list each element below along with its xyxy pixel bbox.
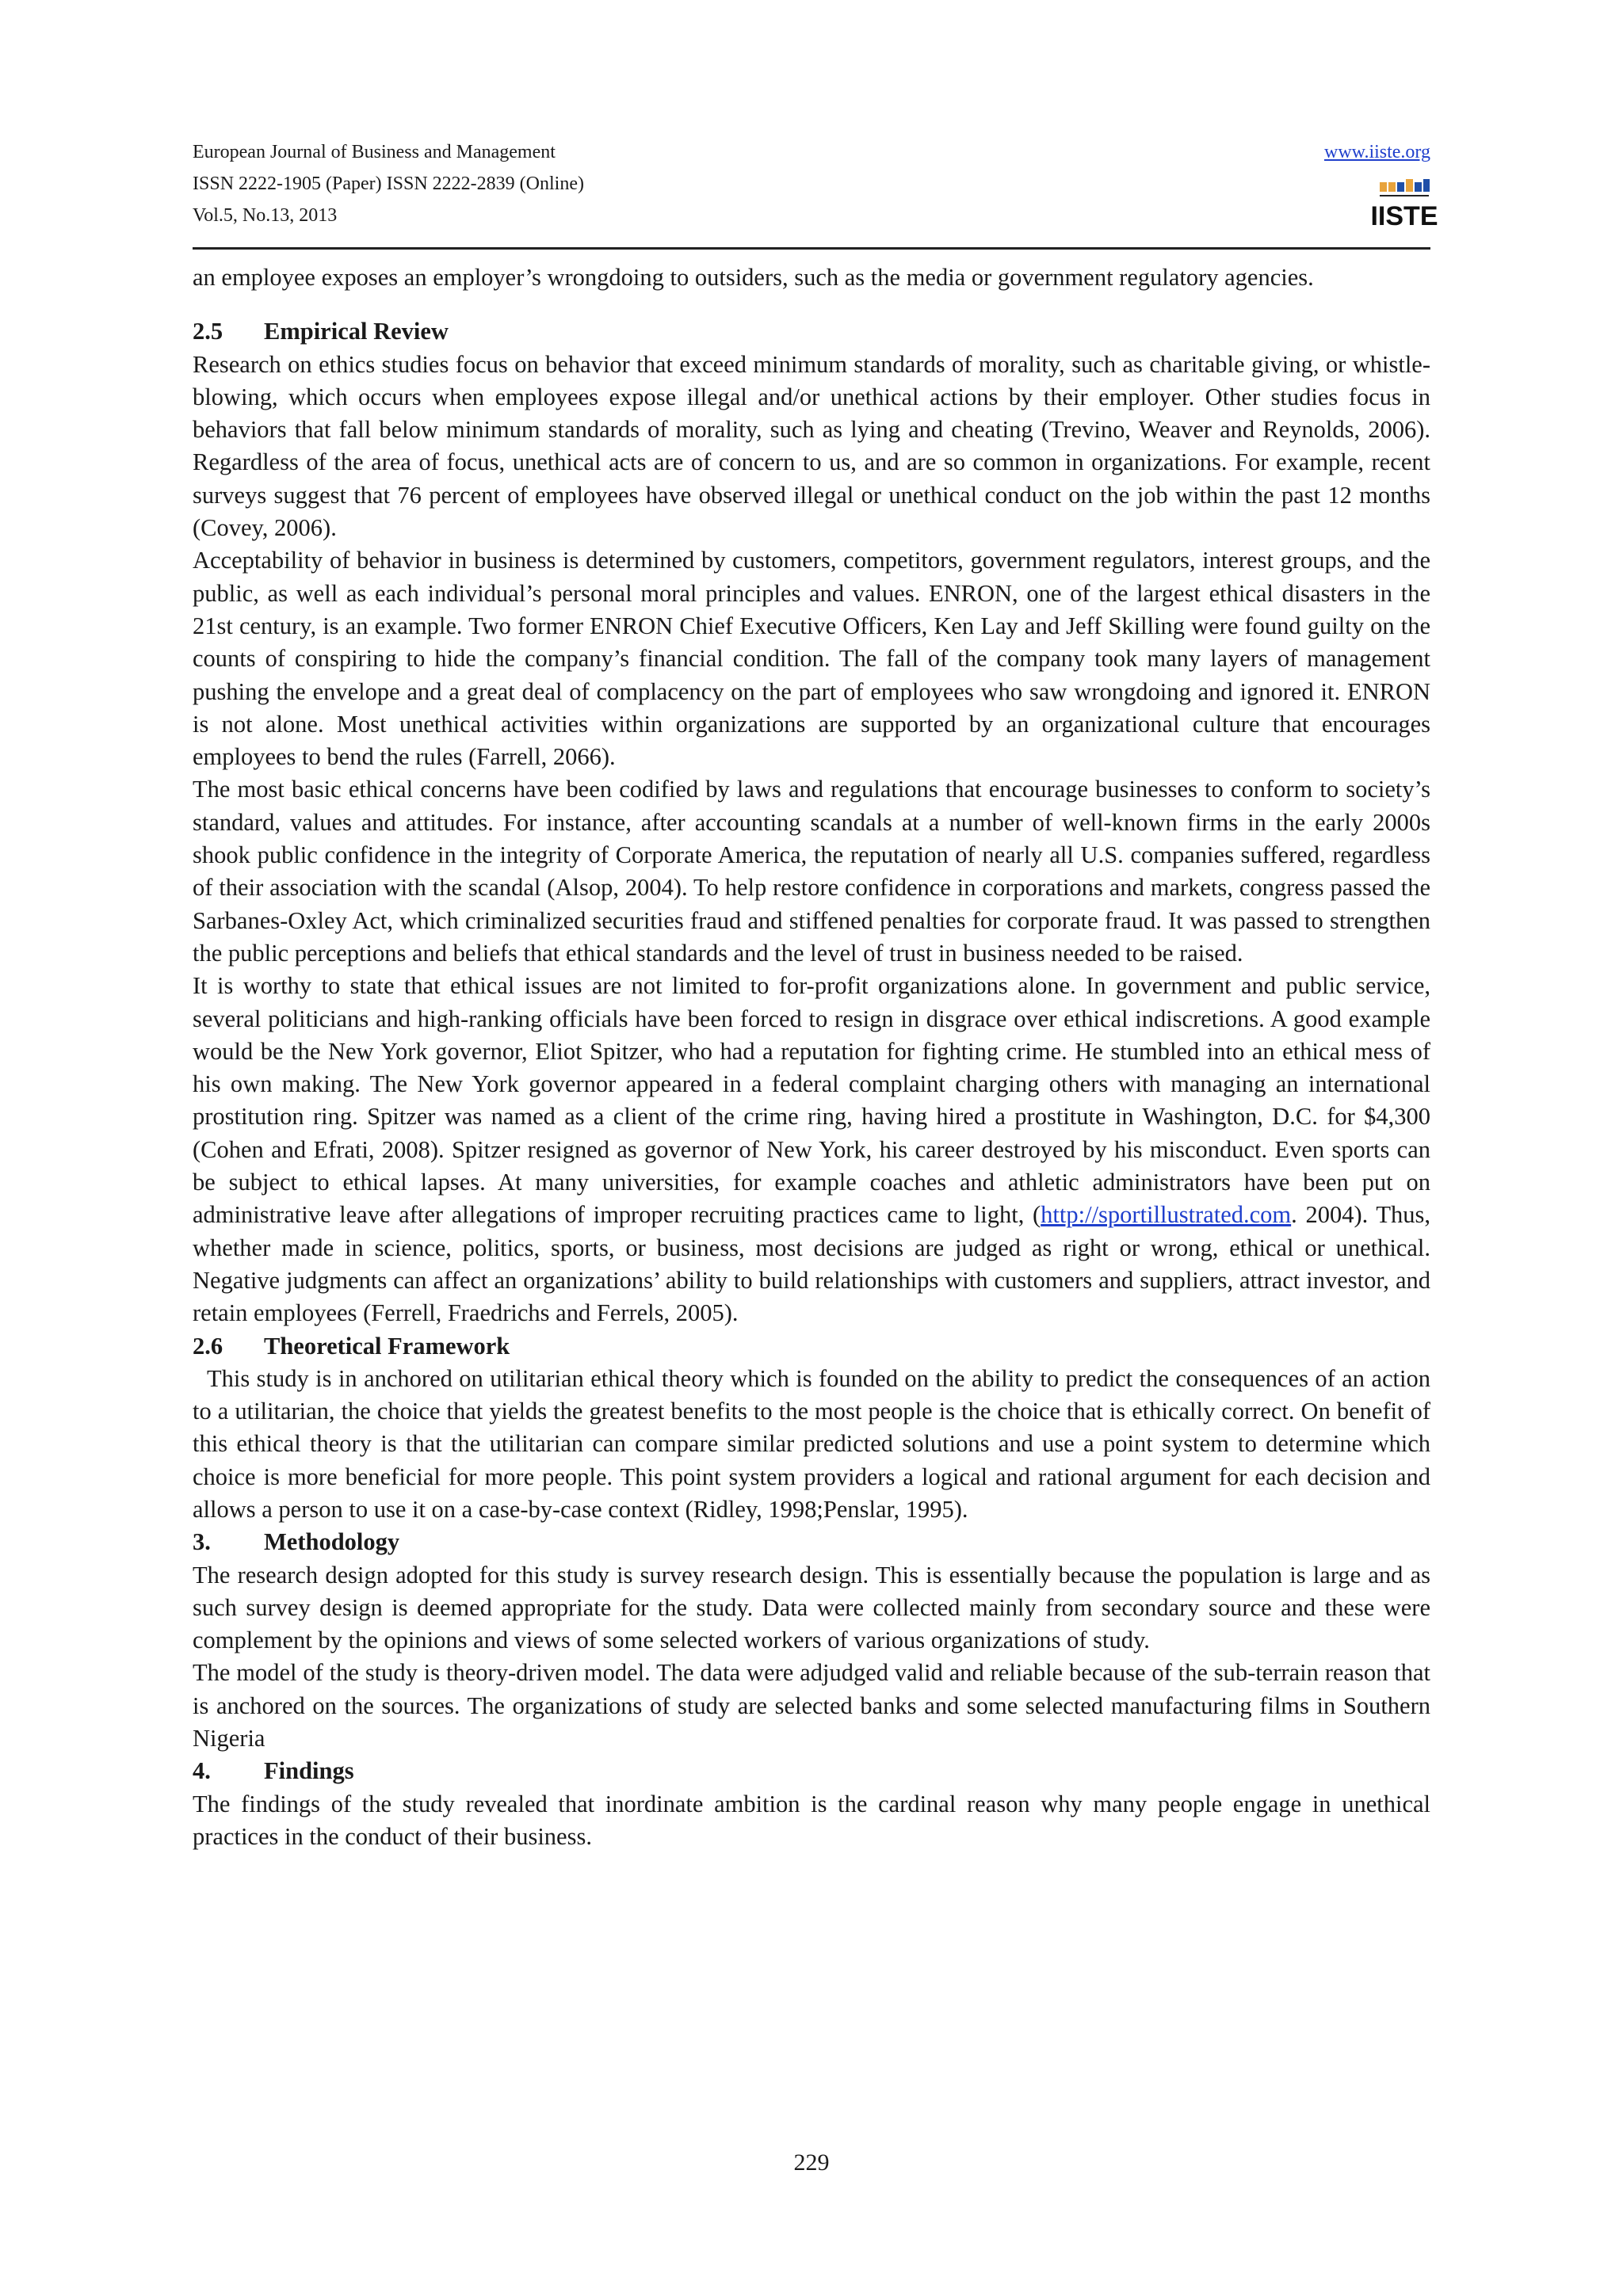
logo-text: IISTE xyxy=(1370,201,1438,231)
intro-paragraph: an employee exposes an employer’s wrongdoing to outsiders, such as the media or government regulatory agencies. xyxy=(193,264,1314,291)
paragraph: The most basic ethical concerns have been codified by laws and regulations that encourage businesses to conform to society’s standard, values and attitudes. For instance, after accounting scandals at a number of well-known firms in the early 2000s shook public confidence in the integrity of Corporate America, the reputation of nearly all U.S. companies suffered, regardless of their association with the scandal (Alsop, 2004). To help restore confidence in corporations and markets, congress passed the Sarbanes-Oxley Act, which criminalized securities fraud and stiffened penalties for corporate fraud. It was passed to strengthen the public perceptions and beliefs that ethical standards and the level of trust in business needed to be raised. xyxy=(193,776,1430,967)
volume-line: Vol.5, No.13, 2013 xyxy=(193,205,338,226)
journal-website-link[interactable]: www.iiste.org xyxy=(1324,142,1430,162)
page-header xyxy=(193,136,1438,231)
paragraph: The model of the study is theory-driven model. The data were adjudged valid and reliable because of the sub-terrain reason that is anchored on the sources. The organizations of study are selected banks and some selected manufacturing films in Southern Nigeria xyxy=(193,1659,1430,1753)
header-rule xyxy=(193,247,1430,250)
paragraph: It is worthy to state that ethical issues are not limited to for-profit organizations alone. In government and public service, several politicians and high-ranking officials have been forced to resign in disgrace over ethical indiscretions. A good example would be the New York governor, Eliot Spitzer, who had a reputation for fighting crime. He stumbled into an ethical mess of his own making. The New York governor appeared in a federal complaint charging others with managing an international prostitution ring. Spitzer was named as a client of the crime ring, having hired a prostitute in Washington, D.C. for $4,300 (Cohen and Efrati, 2008). Spitzer resigned as governor of New York, his career destroyed by his misconduct. Even sports can be subject to ethical lapses. At many universities, for example coaches and athletic administrators have been put on administrative leave after allegations of improper recruiting practices came to light, (http://sportillustrated.com. 2004). Thus, whether made in science, politics, sports, or business, most decisions are judged as right or wrong, ethical or unethical. Negative judgments can affect an organizations’ ability to build relationships with customers and suppliers, attract investor, and retain employees (Ferrell, Fraedrichs and Ferrels, 2005). xyxy=(193,972,1430,1327)
paragraph: Acceptability of behavior in business is determined by customers, competitors, government regulators, interest groups, and the public, as well as each individual’s personal moral principles and values. ENRON, one of the largest ethical disasters in the 21st century, is an example. Two former ENRON Chief Executive Officers, Ken Lay and Jeff Skilling were found guilty on the counts of conspiring to hide the company’s financial condition. The fall of the company took many layers of management pushing the envelope and a great deal of complacency on the part of employees who saw wrongdoing and ignored it. ENRON is not alone. Most unethical activities within organizations are supported by an organizational culture that encourages employees to bend the rules (Farrell, 2066). xyxy=(193,547,1430,771)
section-heading-3: 3. Methodology xyxy=(193,1528,400,1556)
paragraph: The research design adopted for this study is survey research design. This is essentially because the population is large and as such survey design is deemed appropriate for the study. Data were collected mainly from secondary source and these were complement by the opinions and views of some selected workers of various organizations of study. xyxy=(193,1561,1430,1654)
journal-title: European Journal of Business and Management xyxy=(193,142,556,162)
paragraph: Research on ethics studies focus on behavior that exceed minimum standards of morality, such as charitable giving, or whistle-blowing, which occurs when employees expose illegal and/or unethical actions by their employer. Other studies focus in behaviors that fall below minimum standards of morality, such as lying and cheating (Trevino, Weaver and Reynolds, 2006). Regardless of the area of focus, unethical acts are of concern to us, and are so common in organizations. For example, recent surveys suggest that 76 percent of employees have observed illegal or unethical conduct on the job within the past 12 months (Covey, 2006). xyxy=(193,350,1430,542)
page-number: 229 xyxy=(793,2149,830,2176)
paragraph: The findings of the study revealed that inordinate ambition is the cardinal reason why many people engage in unethical practices in the conduct of their business. xyxy=(193,1790,1430,1850)
iiste-logo-icon xyxy=(1370,174,1438,231)
paragraph: This study is in anchored on utilitarian ethical theory which is founded on the ability to predict the consequences of an action to a utilitarian, the choice that yields the greatest benefits to the most people is the choice that is ethically correct. On benefit of this ethical theory is that the utilitarian can compare similar predicted solutions and use a point system to determine which choice is more beneficial for more people. This point system providers a logical and rational argument for each decision and allows a person to use it on a case-by-case context (Ridley, 1998;Penslar, 1995). xyxy=(193,1364,1430,1523)
article-body xyxy=(193,261,1430,1853)
section-heading-2-5: 2.5 Empirical Review xyxy=(193,318,449,345)
section-heading-2-6: 2.6 Theoretical Framework xyxy=(193,1332,510,1360)
section-heading-4: 4. Findings xyxy=(193,1757,354,1785)
issn-line: ISSN 2222-1905 (Paper) ISSN 2222-2839 (Online) xyxy=(193,174,584,194)
sportillustrated-link[interactable]: http://sportillustrated.com xyxy=(1041,1201,1292,1229)
